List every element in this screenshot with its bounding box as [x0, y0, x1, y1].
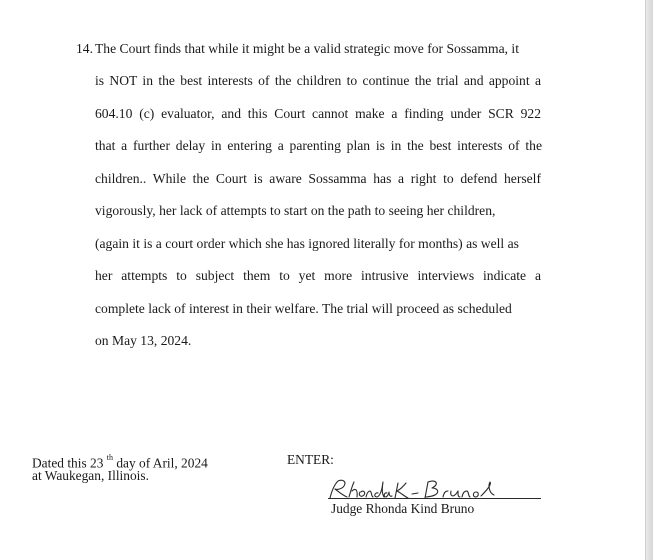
- dated-suffix: day of Aril, 2024: [113, 455, 208, 471]
- judge-name: Judge Rhonda Kind Bruno: [331, 501, 475, 516]
- paragraph-line-4: that a further delay in entering a parenting plan is in the best interests of the: [95, 138, 542, 153]
- paragraph-line-8: her attempts to subject them to yet more intrusive interviews indicate a: [95, 268, 541, 283]
- dated-prefix: Dated this 23: [32, 455, 104, 471]
- enter-label: ENTER:: [287, 452, 334, 467]
- page-edge-shadow: [645, 0, 653, 560]
- signature-line: [328, 498, 541, 499]
- paragraph-line-7: (again it is a court order which she has ignored literally for months) as well as: [95, 236, 519, 251]
- paragraph-number: 14.: [76, 41, 93, 56]
- dated-ordinal: th: [106, 453, 113, 462]
- paragraph-line-5: children.. While the Court is aware Sossamma has a right to defend herself: [95, 171, 541, 186]
- paragraph-line-2: is NOT in the best interests of the children to continue the trial and appoint a: [95, 73, 541, 88]
- paragraph-line-6: vigorously, her lack of attempts to start on the path to seeing her children,: [95, 203, 496, 218]
- paragraph-line-1: The Court finds that while it might be a valid strategic move for Sossamma, it: [95, 41, 519, 56]
- paragraph-line-9: complete lack of interest in their welfare. The trial will proceed as scheduled: [95, 301, 512, 316]
- location-line: at Waukegan, Illinois.: [32, 468, 149, 483]
- paragraph-line-3: 604.10 (c) evaluator, and this Court cannot make a finding under SCR 922: [95, 106, 541, 121]
- paragraph-line-10: on May 13, 2024.: [95, 333, 192, 348]
